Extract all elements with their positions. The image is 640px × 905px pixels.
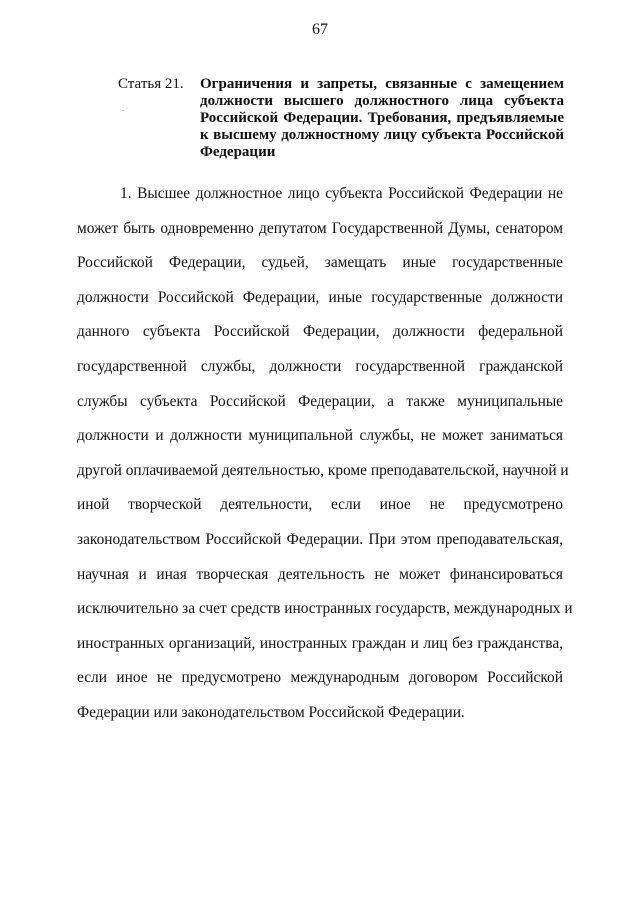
article-title-line: Российской Федерации. Требования, предъявляемые bbox=[200, 110, 564, 126]
paragraph-line: должности Российской Федерации, иные государственные должности bbox=[77, 288, 563, 306]
paragraph-line: исключительно за счет средств иностранных государств, международных и bbox=[77, 600, 573, 618]
article-title-line: Федерации bbox=[200, 144, 276, 160]
paragraph-line: если иное не предусмотрено международным договором Российской bbox=[77, 669, 563, 687]
article-title-line: Ограничения и запреты, связанные с замещением bbox=[200, 76, 564, 92]
paragraph-line: другой оплачиваемой деятельностью, кроме преподавательской, научной и bbox=[77, 461, 569, 479]
article-title-line: к высшему должностному лицу субъекта Российской bbox=[200, 127, 564, 143]
paragraph-line: иностранных организаций, иностранных граждан и лиц без гражданства, bbox=[77, 634, 563, 652]
paragraph-line: службы субъекта Российской Федерации, а также муниципальные bbox=[77, 392, 563, 410]
paragraph-line: научная и иная творческая деятельность не может финансироваться bbox=[77, 565, 563, 583]
paragraph-line: законодательством Российской Федерации. При этом преподавательская, bbox=[77, 530, 563, 548]
paragraph-line: может быть одновременно депутатом Государственной Думы, сенатором bbox=[77, 219, 563, 237]
article-heading bbox=[118, 76, 564, 161]
paragraph-line: должности и должности муниципальной службы, не может заниматься bbox=[77, 427, 563, 445]
paragraph-line: Российской Федерации, судьей, замещать иные государственные bbox=[77, 254, 563, 272]
paragraph-line: государственной службы, должности государственной гражданской bbox=[77, 357, 563, 375]
article-label: Статья 21. bbox=[118, 76, 184, 92]
article-title-line: должности высшего должностного лица субъекта bbox=[200, 93, 564, 109]
page-number: 67 bbox=[312, 21, 328, 38]
paragraph-1 bbox=[77, 177, 573, 731]
article-title bbox=[200, 76, 564, 161]
scan-speck: . bbox=[122, 104, 124, 113]
paragraph-line: данного субъекта Российской Федерации, должности федеральной bbox=[77, 323, 563, 341]
paragraph-line: иной творческой деятельности, если иное не предусмотрено bbox=[77, 496, 563, 514]
paragraph-line: 1. Высшее должностное лицо субъекта Российской Федерации не bbox=[120, 185, 563, 202]
paragraph-line: Федерации или законодательством Российской Федерации. bbox=[77, 703, 465, 721]
